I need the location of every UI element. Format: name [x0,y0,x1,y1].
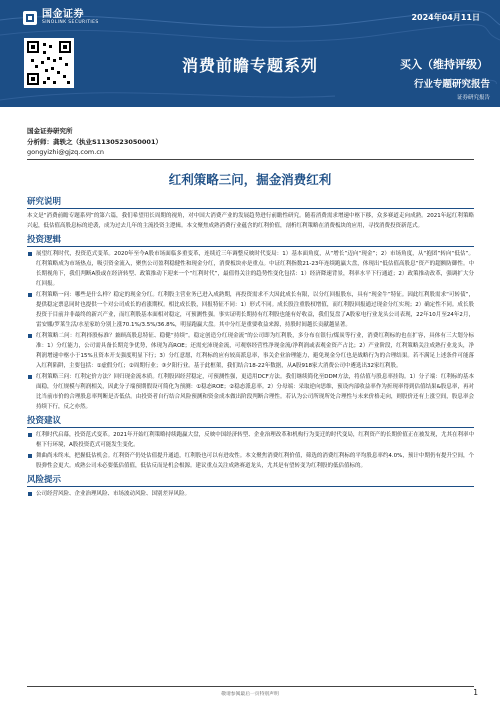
brand-logo [22,9,99,26]
divider [27,159,474,160]
rating-label: 买入（维持评级） [400,58,488,71]
report-type-label: 行业专题研究报告 [413,79,490,90]
section-heading-logic: 投资逻辑 [27,233,474,247]
section-heading-risk: 风险提示 [27,473,474,487]
section-heading-research: 研究说明 [27,195,474,209]
footer-divider [27,686,474,687]
advice-list [27,430,474,471]
list-item: 红利策略三问：红利定价方法？回归现金流本质。红利股因经营稳定，可预测性强，更适用DCF方法。我们继续简化至DDM方法，将估值与股息率挂钩。1）分子端：红利标的基本面稳，分红规模与利润相关，因此分子端预期假设可简化为预测：①稳态ROE；②稳态派息率。2）分母端：采取逆向思维，预设内部收益率作为折现率得到估值结果&股息率，再对比当前市价的合理股息率判断是否低估。由投资者自行结合风险预测和资金成本做出阶段判断合理性。若认为公司所现所处合理性与未来价格走向，则股价还有上涨空间，股息率会持续下行，反之亦然。 [27,372,474,412]
list-item: 红利策略二问：红利择股标准？兼顾高股息特征、稳健“持续”。稳定创造分红现金流”的公司即为红利股，多分布在银行/煤炭等行业，消费红利标的也在扩容，具体有三大划分标准：1）分红能力，公司需具备长期竞争优势，体现为高ROE；还需充沛现金流，可观察经营性净现金流/净利润或表观金资产占比；2）产业阶段，红利策略关注成熟行业龙头，净利润增速中枢小于15%且资本开支强度明显下行；3）分红意愿，红利标的应有较高派息率，事关企业治理能力，避免现金分红也是战略行为的合理结果。若不满足上述条件可能落入红利陷阱，主要包括：①虚假分红；②周期行业；③夕阳行业。基于此框架，我们结合18-22年数据，从A股918家大消费公司中遴选出32家红利股。 [27,331,474,371]
section-heading-advice: 投资建议 [27,414,474,428]
risk-list [27,489,474,499]
list-item: 舞曲尚未终末，把握低估机会。红利资产仍处估值提升通道，红利股也可以有进攻性。本文聚焦消费红利价值，筛选的消费红利标的平均股息率约4.0%，预计中期仍有提升空间，个股弹性会更大。成熟公司未必要低估值值，低估反而是机会根源。建议重点关注成熟赛道龙头，尤其是有望转变为红利股的低估值标的。 [27,451,474,471]
analyst-info: 分析师：龚轶之（执业S1130523050001） [27,138,162,146]
report-sub-label: 证券研究报告 [456,95,490,101]
list-item: 红利时代启幕，投资范式变革。2021年开始红利策略持续跑赢大盘，反映中国经济转型、企业治理改革和机构行为变迁的时代变局，红利资产的长期价值正在被发现，尤其在利率中枢下行环境，A股投资范式可能发生变化。 [27,430,474,450]
report-date: 2024年04月11日 [411,13,480,22]
logic-list [27,249,474,412]
institute-name: 国金证券研究所 [27,127,73,135]
brand-name-cn: 国金证券 [42,9,84,20]
report-series-title: 消费前瞻专题系列 [181,56,318,75]
analyst-email-link[interactable]: gongyizhi@gjzq.com.cn [27,148,105,156]
list-item: 公司经营风险、企业治理风险、市场波动风险、国别差异风险。 [27,489,474,499]
list-item: 展望红利时代，投资范式变革。2020年至今A股市场面临多重变革，连续近三年调整反映时代变局：1）基本面角度，从“增长”迈向“现金”；2）市场角度，从“抱团”转向“低估”。红利策略成为市场热点，吸引资金流入，聚焦公司盈利稳健性和现金分红，消费板块亦是重点。中证红利指数21-23年连续跑赢大盘，体现出“低估值高股息”资产的超额防御性。中长期视角下，我们判断A股或在经济转型、政策推动下迎来一个“红利时代”，最值得关注的趋势性变化包括：1）经济降速背景，利率水平下行通道；2）政策推动改革，强调扩大分红回报。 [27,249,474,289]
report-headline: 红利策略三问，掘金消费红利 [168,172,332,187]
page-number: 1 [473,688,478,697]
brand-name-en: SINOLINK SECURITIES [42,20,99,25]
brand-mark-icon [22,10,38,26]
report-body [27,193,474,500]
list-item: 红利策略一问：哪些是什么样？稳定的现金分红。红利股主营业务已进入成熟期，再投资需求不大因此成长有限，以分红回报股东，具有“现金牛”特征。因此红利股需求“可转债”，提供稳定票息同时也提供一个对公司成长的看涨期权。相比成长股，回报特征不同：1）形式不同。成长股注重股权增值，而红利股回报通过现金分红实现；2）确定性不同。成长股投资于目前并非最终的新兴产业，而红利股基本面相对稳定，可预测性强。事实证明长期持有红利股也能有好收益，我们复盘了A股家电行业龙头公司表现，22年10月至24年2月，雷安娜/罗莱生活/水星家纺分别上涨70.1%/3.5%/36.8%，明显跑赢大盘。其中分红是重要收益来源，持股时间越长贡献越显著。 [27,290,474,330]
footer-disclaimer-link[interactable]: 敬请参阅最后一页特别声明 [221,692,279,697]
research-desc-text: 本文是“消费前瞻专题系列”的第六篇，我们希望用长周期的视角，对中国大消费产业的发展趋势进行前瞻性研究。随着消费需求增速中枢下移，众多赛道走向成熟。2021年起红利策略兴起，低估值高股息标的逆袭，成为过去几年的主流投资主逻辑。本文聚焦成熟消费行业蕴含的红利价值，剖析红利策略在消费板块的应用，寻找消费投资新范式。 [27,213,474,229]
